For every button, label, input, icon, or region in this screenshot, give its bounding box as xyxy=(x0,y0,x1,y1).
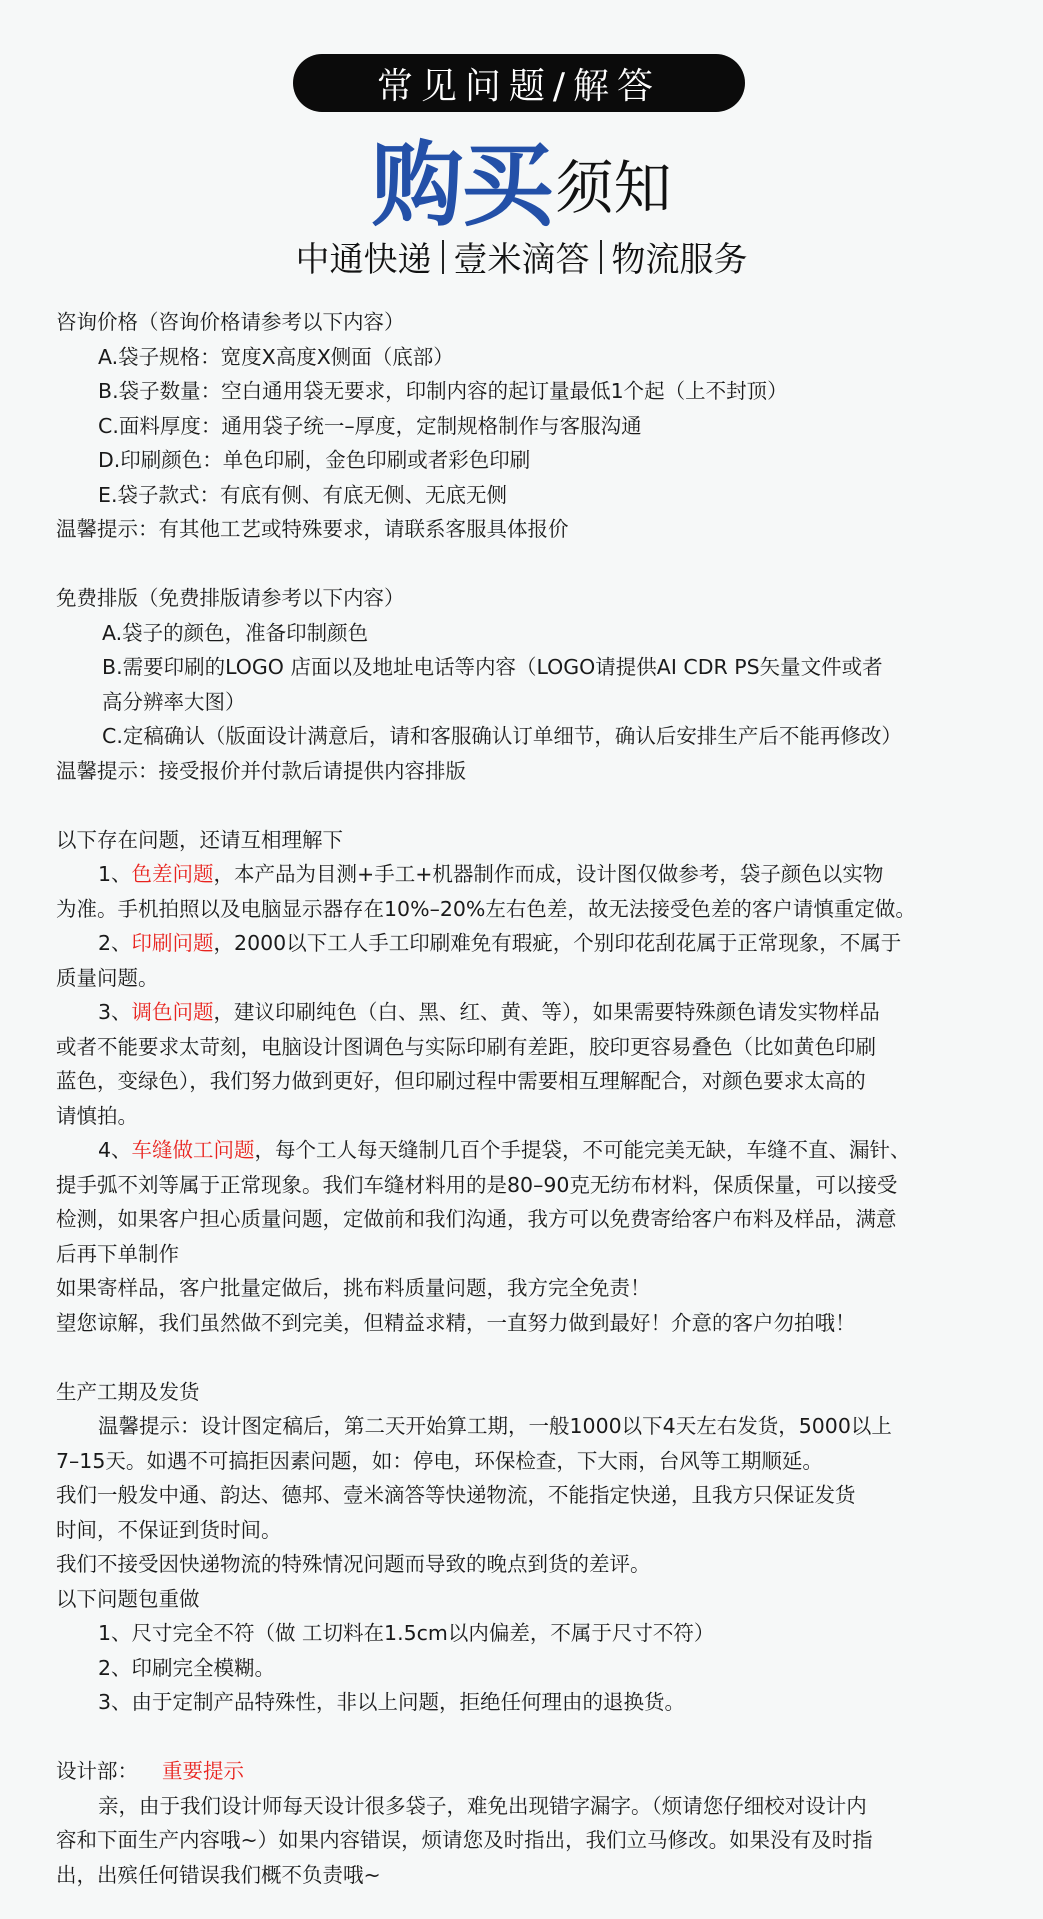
redo-item: 1、尺寸完全不符（做 工切料在1.5cm以内偏差，不属于尺寸不符） xyxy=(98,1621,715,1645)
design-heading xyxy=(56,1754,1016,1789)
page-title xyxy=(0,126,1043,239)
divider xyxy=(442,240,444,274)
title-purchase: 购买 xyxy=(371,132,552,239)
layout-item: B.需要印刷的LOGO 店面以及地址电话等内容（LOGO请提供AI CDR PS矢量文件或者 xyxy=(102,655,883,679)
design-line: 出，出殡任何错误我们概不负责哦~ xyxy=(56,1862,381,1887)
production-line: 时间，不保证到货时间。 xyxy=(56,1517,282,1542)
issue-line: 请慎拍。 xyxy=(56,1103,138,1128)
redo-item: 2、印刷完全模糊。 xyxy=(98,1655,276,1680)
layout-heading: 免费排版（免费排版请参考以下内容） xyxy=(56,586,405,610)
redo-heading: 以下问题包重做 xyxy=(56,1586,200,1611)
faq-banner-text: 常见问题/解答 xyxy=(376,65,662,107)
redo-item: 3、由于定制产品特殊性，非以上问题，拒绝任何理由的退换货。 xyxy=(98,1690,686,1714)
notice-content xyxy=(56,305,1016,1892)
pricing-item: D.印刷颜色：单色印刷，金色印刷或者彩色印刷 xyxy=(98,448,531,472)
issue-item: 4、车缝做工问题，每个工人每天缝制几百个手提袋，不可能完美无缺，车缝不直、漏针、 xyxy=(98,1138,911,1162)
design-label: 设计部： xyxy=(56,1759,138,1783)
title-notice: 须知 xyxy=(555,154,672,222)
issue-line: 为准。手机拍照以及电脑显示器存在10%–20%左右色差，故无法接受色差的客户请慎重定做。 xyxy=(56,896,916,921)
issue-title: 色差问题 xyxy=(131,862,214,886)
pricing-heading: 咨询价格（咨询价格请参考以下内容） xyxy=(56,310,405,334)
pricing-item: E.袋子款式：有底有侧、有底无侧、无底无侧 xyxy=(98,482,507,507)
service-logistics: 物流服务 xyxy=(611,240,748,280)
production-line: 我们一般发中通、韵达、德邦、壹米滴答等快递物流，不能指定快递，且我方只保证发货 xyxy=(56,1483,856,1507)
issue-line: 或者不能要求太苛刻，电脑设计图调色与实际印刷有差距，胶印更容易叠色（比如黄色印刷 xyxy=(56,1034,876,1059)
issues-closing: 望您谅解，我们虽然做不到完美，但精益求精，一直努力做到最好！介意的客户勿拍哦！ xyxy=(56,1310,856,1335)
production-line: 温馨提示：设计图定稿后，第二天开始算工期，一般1000以下4天左右发货，5000以上 xyxy=(98,1414,892,1438)
production-line: 我们不接受因快递物流的特殊情况问题而导致的晚点到货的差评。 xyxy=(56,1552,651,1576)
pricing-item: A.袋子规格：宽度X高度X侧面（底部） xyxy=(98,344,454,369)
pricing-tip: 温馨提示：有其他工艺或特殊要求，请联系客服具体报价 xyxy=(56,517,569,541)
service-zto: 中通快递 xyxy=(295,240,432,280)
layout-item: C.定稿确认（版面设计满意后，请和客服确认订单细节，确认后安排生产后不能再修改） xyxy=(102,724,902,748)
issue-line: 检测，如果客户担心质量问题，定做前和我们沟通，我方可以免费寄给客户布料及样品，满意 xyxy=(56,1207,897,1231)
issue-title: 调色问题 xyxy=(131,1000,214,1024)
issue-item: 1、色差问题，本产品为目测+手工+机器制作而成，设计图仅做参考，袋子颜色以实物 xyxy=(98,862,884,886)
issue-line: 质量问题。 xyxy=(56,965,159,990)
issue-title: 车缝做工问题 xyxy=(131,1138,255,1162)
issue-line: 蓝色，变绿色），我们努力做到更好，但印刷过程中需要相互理解配合，对颜色要求太高的 xyxy=(56,1069,866,1093)
issue-title: 印刷问题 xyxy=(131,931,214,955)
pricing-item: B.袋子数量：空白通用袋无要求，印制内容的起订量最低1个起（上不封顶） xyxy=(98,379,788,403)
issue-item: 2、印刷问题，2000以下工人手工印刷难免有瑕疵，个别印花刮花属于正常现象，不属于 xyxy=(98,931,902,955)
pricing-item: C.面料厚度：通用袋子统一–厚度，定制规格制作与客服沟通 xyxy=(98,413,642,438)
issue-line: 提手弧不刘等属于正常现象。我们车缝材料用的是80–90克无纺布材料，保质保量，可以接受 xyxy=(56,1172,898,1197)
production-heading: 生产工期及发货 xyxy=(56,1379,200,1404)
issues-closing: 如果寄样品，客户批量定做后，挑布料质量问题，我方完全免责！ xyxy=(56,1276,651,1300)
design-line: 亲，由于我们设计师每天设计很多袋子，难免出现错字漏字。（烦请您仔细校对设计内 xyxy=(98,1793,867,1818)
issues-heading: 以下存在问题，还请互相理解下 xyxy=(56,827,343,852)
divider xyxy=(600,240,602,274)
design-line: 容和下面生产内容哦~）如果内容错误，烦请您及时指出，我们立马修改。如果没有及时指 xyxy=(56,1828,873,1852)
issue-line: 后再下单制作 xyxy=(56,1241,179,1266)
layout-item: 高分辨率大图） xyxy=(102,689,246,714)
logistics-services xyxy=(0,232,1043,281)
layout-item: A.袋子的颜色，准备印制颜色 xyxy=(102,620,369,645)
important-notice: 重要提示 xyxy=(162,1759,244,1783)
faq-banner xyxy=(293,54,745,112)
issue-item: 3、调色问题，建议印刷纯色（白、黑、红、黄、等），如果需要特殊颜色请发实物样品 xyxy=(98,1000,880,1024)
service-yimididai: 壹米滴答 xyxy=(453,240,590,280)
layout-tip: 温馨提示：接受报价并付款后请提供内容排版 xyxy=(56,758,466,783)
production-line: 7–15天。如遇不可搞拒因素问题，如：停电，环保检查，下大雨，台风等工期顺延。 xyxy=(56,1448,823,1473)
